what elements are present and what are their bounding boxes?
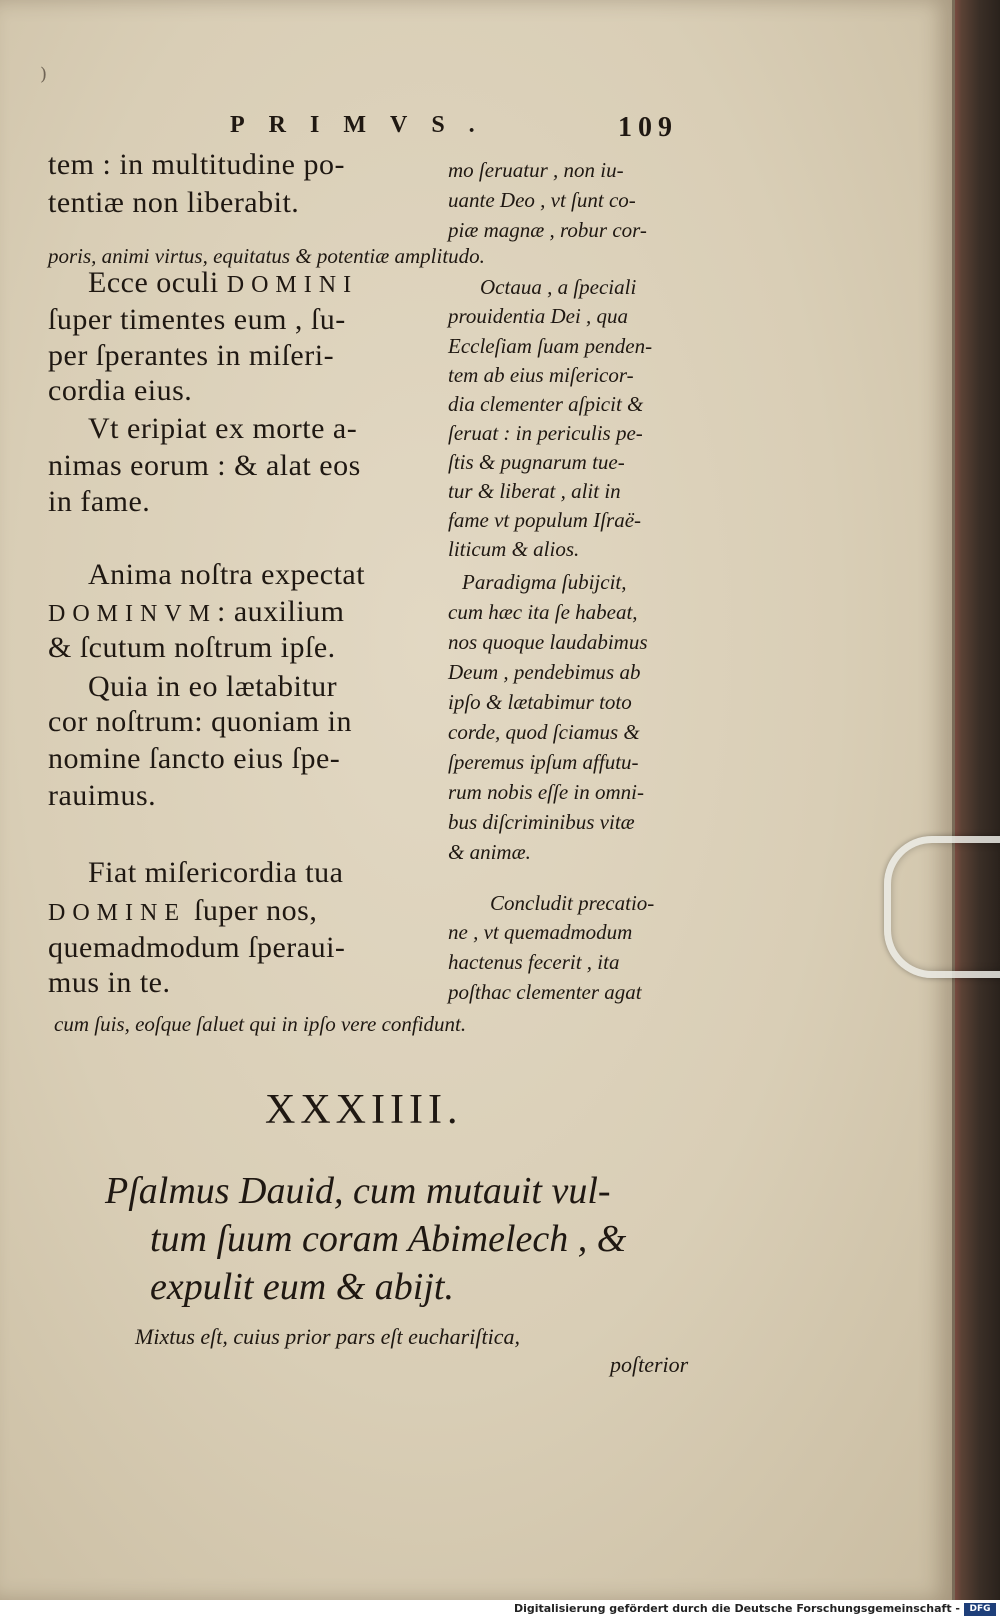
margin-mark: )	[40, 64, 48, 85]
main-line: & ſcutum noſtrum ipſe.	[48, 631, 336, 664]
gloss-line: ſtis & pugnarum tue-	[448, 450, 625, 474]
page-number: 109	[618, 112, 678, 143]
main-line: tem : in multitudine po-	[48, 148, 345, 181]
main-line: in fame.	[48, 485, 151, 518]
gloss-continuation: cum ſuis, eoſque ſaluet qui in ipſo vere confidunt.	[54, 1012, 467, 1036]
main-line: nomine ſancto eius ſpe-	[48, 742, 341, 775]
gloss-line: dia clementer aſpicit &	[448, 392, 644, 416]
gloss-line: ſperemus ipſum affutu-	[448, 750, 639, 774]
main-line: cor noſtrum: quoniam in	[48, 705, 352, 738]
gloss-line: Concludit precatio-	[490, 891, 655, 915]
gloss-line: Eccleſiam ſuam penden-	[448, 334, 653, 358]
gloss-line: rum nobis eſſe in omni-	[448, 780, 644, 804]
main-line: DOMINE ſuper nos,	[48, 894, 318, 927]
footer-credit: Digitalisierung gefördert durch die Deutsche Forschungsgemeinschaft -	[513, 1602, 960, 1615]
main-line: tentiæ non liberabit.	[48, 186, 300, 219]
gloss-line: Paradigma ſubijcit,	[462, 570, 627, 594]
gloss-line: uante Deo , vt ſunt co-	[448, 188, 636, 212]
gloss-line: & animæ.	[448, 840, 531, 864]
small-caps: DOMINI	[226, 272, 359, 298]
gloss-line: Octaua , a ſpeciali	[480, 275, 637, 299]
gloss-line: ipſo & lætabimur toto	[448, 690, 632, 714]
gloss-continuation: poris, animi virtus, equitatus & potentiæ amplitudo.	[48, 244, 485, 268]
gloss-line: tur & liberat , alit in	[448, 479, 621, 503]
argument-line: Mixtus eſt, cuius prior pars eſt euchariſtica,	[135, 1324, 520, 1349]
gloss-line: piæ magnæ , robur cor-	[448, 218, 647, 242]
main-line: rauimus.	[48, 779, 157, 812]
catchword: poſterior	[610, 1352, 689, 1377]
gloss-line: Deum , pendebimus ab	[448, 660, 641, 684]
gloss-line: poſthac clementer agat	[448, 980, 642, 1004]
main-line: cordia eius.	[48, 374, 193, 407]
main-line: ſuper timentes eum , ſu-	[48, 303, 346, 336]
main-line: Ecce oculi DOMINI	[88, 266, 359, 299]
main-line: quemadmodum ſperaui-	[48, 931, 346, 964]
dfg-logo: DFG	[964, 1603, 996, 1616]
gloss-line: tem ab eius miſericor-	[448, 363, 634, 387]
gloss-line: corde, quod ſciamus &	[448, 720, 640, 744]
gloss-line: bus diſcriminibus vitæ	[448, 810, 635, 834]
main-line: Anima noſtra expectat	[88, 558, 366, 591]
gloss-line: fame vt populum Iſraë-	[448, 508, 642, 532]
gloss-line: ne , vt quemadmodum	[448, 920, 633, 944]
gloss-line: liticum & alios.	[448, 537, 580, 561]
main-line: Fiat miſericordia tua	[88, 856, 344, 889]
page-clip	[884, 836, 1000, 978]
main-line: nimas eorum : & alat eos	[48, 449, 361, 482]
main-line: DOMINVM: auxilium	[48, 595, 345, 628]
psalm-title-line: expulit eum & abijt.	[150, 1266, 454, 1308]
small-caps: DOMINE	[48, 900, 186, 926]
main-line: Quia in eo lætabitur	[88, 670, 338, 703]
running-head: PRIMVS.	[230, 112, 499, 138]
gloss-line: ſeruat : in periculis pe-	[448, 421, 643, 445]
main-line: per ſperantes in miſeri-	[48, 339, 335, 372]
main-line: mus in te.	[48, 966, 171, 999]
gloss-line: nos quoque laudabimus	[448, 630, 648, 654]
psalm-title-line: Pſalmus Dauid, cum mutauit vul-	[105, 1170, 611, 1212]
main-line: Vt eripiat ex morte a-	[88, 412, 358, 445]
psalm-number: XXXIIII.	[265, 1087, 463, 1133]
gloss-line: prouidentia Dei , qua	[448, 304, 629, 328]
gloss-line: mo ſeruatur , non iu-	[448, 158, 624, 182]
small-caps: DOMINVM	[48, 601, 217, 627]
gloss-line: cum hæc ita ſe habeat,	[448, 600, 638, 624]
gloss-line: hactenus fecerit , ita	[448, 950, 620, 974]
psalm-title-line: tum ſuum coram Abimelech , &	[150, 1218, 627, 1260]
